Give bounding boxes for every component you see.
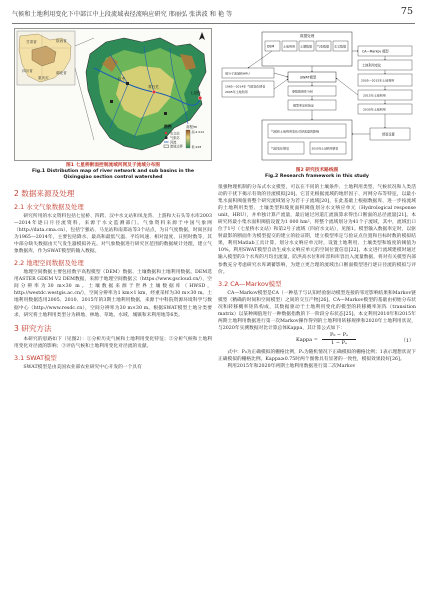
figure-1-caption xyxy=(14,163,212,182)
box-label: 土地利用 xyxy=(283,44,296,49)
map-label: 七星桥 xyxy=(190,91,201,95)
equation-number: （1） xyxy=(400,337,414,344)
paragraph: 很强物理机制的分布式水文模型，可以在不同的土壤条件、土地利用类型、气候状况和人类活动的干扰下揭示有效的径流模拟[20]。它首先根据流域的地形因子、河网分布等特征，以最小集水面积阈值将整个研究流域划分为若干子流域[20]，在此基础上根据数据库，进一步按流域的土地利用类型、土壤类型和坡度面积阈值划分水文响应单元（Hydrological response unit，HRU），并单独计算产流量，最后通过河道汇流演算求得出口断面的总径流量[21]。本研究将最小集水面积阈值设置为1 000 hm²，将整个流域划分为41个子流域，其中，流域出口位于1号（七星桥水文站）和第2号子流域（四府水文站），见图1。模型输入数据率定时，以驱射最影的断面作为模型提交的建立的验证期，建立模型率定与验证点位置和目标时数的模拟结果，利用Matlab工具计算，划分水文响应单元时，设置土地利用、土壤类型和坡度的阈值为10%，利用SWAT模型自动生成水文响应单元的空间位置信息[22]。本文进行流域建模时通过输入模型的3个水库的月均出流量，防洪高水位和库容和库容出入流量数据，将对有关模型内部参数充分考虑研究水库调蓄影响，为建立更合理的流域出口断面模型进行逐日径流的模拟与评价。 xyxy=(218,185,416,275)
right-column xyxy=(218,28,416,370)
running-title: 气候和土地利用变化下中部江中上段流域表径流响应研究 邢丽弘 张洪波 和 艳 等 xyxy=(12,11,233,18)
caption-en-line2: Qixingqiao section control watershed xyxy=(63,175,163,181)
box-label: 土壤数据 xyxy=(300,44,313,49)
header-rule xyxy=(12,23,415,24)
box-label: 2015年土地利用 xyxy=(363,93,386,98)
box-label: 水文数据 xyxy=(334,44,347,49)
meteo-station-marker xyxy=(126,82,129,85)
box-label: 模型率定和验证 xyxy=(293,103,315,108)
region-label: 陕西省 xyxy=(56,39,67,43)
subsection-heading: 3.1 SWAT模型 xyxy=(14,353,57,362)
legend-item: 水文站 xyxy=(170,131,180,136)
kappa-formula xyxy=(218,332,416,349)
section-heading: 2 数据来源及处理 xyxy=(14,189,75,198)
box-label: 2030年土地利用情景 xyxy=(311,146,339,151)
subsection-heading: 2.2 地理空间数据及处理 xyxy=(14,259,84,268)
paragraph: 本研究的思路如下（见图2）：①分析历史气候和土地利用变化特征；②分析气候和土地利用变化对径流的影响；③评估气候和土地利用变化对径流的贡献。 xyxy=(14,336,212,349)
legend-item: 气象站 xyxy=(170,136,180,140)
meteo-station-marker xyxy=(110,100,113,103)
map-label: 青石关 xyxy=(148,85,159,89)
box-label: 2005—2015年土地利用 xyxy=(361,78,395,83)
formula-lhs: Kappa = xyxy=(296,336,318,343)
left-column xyxy=(14,28,212,371)
box-label: 划分子流域和HRU xyxy=(225,71,250,76)
formula-fraction xyxy=(322,332,356,347)
subsection-heading: 3.2 CA—Markov模型 xyxy=(218,279,282,288)
paragraph: SWAT模型是由美国农业部农业研究中心开发的一个具有 xyxy=(23,364,142,370)
box-label: 1965—2014年 气候变化情景 xyxy=(225,84,266,89)
paragraph: 地理空间数据主要包括数字高程模型（DEM）数据、土壤数据和土地利用数据。DEM选用ASTER GDEM V2 DEM数据，来源于地理空间数据云（https://www.gscloud.cn/），空间分辨率为30 m×30 m。土壤数据来源于世界土壤数据库（HWSD，http://westdc.westgis.ac.cn/），空间分辨率为1 km×1 km，经重采样为30 m×30 m。土地利用数据选用2005、2010、2015年的3期土地利用数据，来源于中科院资源环境科学与数据中心（http://www.resdc.cn），空间分辨率为30 m×30 m。根据SWAT模型土地分类要求，研究将土地利用类型分为耕地、林地、草地、水域、城镇和未利用地等6类。 xyxy=(14,270,212,318)
flow-arrow xyxy=(248,51,272,68)
paragraph: 利用2015年和2020年两期土地利用数据进行第二次Markov xyxy=(227,363,356,369)
region-label: 湖北省 xyxy=(56,71,67,75)
figure-1 xyxy=(14,28,212,184)
caption-en-line1: Fig.1 Distribution map of river network and sub basins in the xyxy=(31,169,195,175)
figure-1-map xyxy=(14,28,212,161)
box-label: 2030年土地利用 xyxy=(363,107,386,112)
legend-item: 高程/m xyxy=(186,125,198,129)
legend-hydro-icon xyxy=(165,132,168,135)
region-label: 四川省 xyxy=(22,69,33,73)
region-label: 甘肃省 xyxy=(26,40,37,44)
elevation-high-label: 高:4 012 xyxy=(191,130,205,134)
box-label: 参数敏感性分析 xyxy=(292,89,314,94)
legend-title: 图例 xyxy=(164,124,172,129)
box-label: 数据处理 xyxy=(300,34,315,38)
subsection-heading: 2.1 水文气象数据及处理 xyxy=(14,203,84,211)
figure-2-flowchart xyxy=(218,28,416,168)
flow-arrow xyxy=(336,78,358,95)
paragraph: 研究所用的水文资料包括七星桥、四跨、汉中水文站和凤龙湾、上游和大石头等水库2003—2014年逐日月径流资料，来源于水文监测部门。气象资料来源于中国气象网（http://data.cma.cn），包括宁强站、马龙站和南郑站等3个站点，为日气度数据，时间区间为1965—2014年，主要包括降水、最高和最低气温、平均风速、相对湿度、日照时数等，其中部分缺失数据由天气发生器模拟补充。对气象数据进行研究区范围的数据统计处理，建立气象数据库，作为SWAT模型的输入数据。 xyxy=(14,214,212,255)
elevation-colorbar xyxy=(186,130,190,148)
figure-2 xyxy=(218,28,416,184)
map-label: 汉中 xyxy=(118,77,126,81)
box-label: DEM xyxy=(267,44,275,49)
legend-item: 河流 xyxy=(170,140,177,145)
flow-arrow xyxy=(274,79,288,89)
box-label: SWAT模型 xyxy=(300,75,317,80)
hydro-station-marker xyxy=(152,90,156,94)
hydro-station-marker xyxy=(198,96,202,100)
figure-2-caption xyxy=(218,168,416,180)
box-label: CA—Markov 模型 xyxy=(362,49,389,54)
region-label: 重庆市 xyxy=(38,76,49,80)
caption-en: Fig.2 Research framework in this study xyxy=(265,174,369,180)
formula-numerator: P₀ − Pₑ xyxy=(322,332,356,340)
formula-denominator: 1 − Pₑ xyxy=(331,339,347,346)
legend-item: 流域边界 xyxy=(170,144,183,149)
box-label: 土地利用变化 xyxy=(362,63,382,68)
paragraph: CA—Markov模型是CA（一种基于与认知经验驱动模型连接的邻近影响结果和Markov链模型（精确的时间和空间模型）之间的交互产物[26]。CA—Markov模型的基础由初始分布状况和转移概率矩阵构成，其数据驱动于土地利用变化的模型的转移概率矩阵（transition matrix）以某种阈值进行一种数据指数的下一阶段分布状态[25]。本文利用2010年和2015年两期土地利用数据进行第一次Markov操作得到的土地利用转移规律和2020年土地利用状况，与2020年实测数据对比计算总体Kappa，其计算公式如下： xyxy=(218,290,416,331)
box-label: 气候变化情景 xyxy=(271,146,290,151)
legend-meteo-icon xyxy=(165,137,167,139)
page-number: 75 xyxy=(400,6,413,17)
caption-cn: 图1 七星桥断面控制流域河网及子流域分布图 xyxy=(66,163,160,168)
box-label: 情景设置 xyxy=(382,132,395,137)
box-label: 2005年土地利用 xyxy=(225,90,248,94)
box-label: 气候和土地利用变化对径流量的影响 xyxy=(271,129,320,134)
elevation-low-label: 低:228 xyxy=(191,145,202,149)
meteo-station-marker xyxy=(164,112,167,115)
flow-arrow xyxy=(274,73,288,77)
running-header xyxy=(12,6,415,21)
paragraph: 式中：P₀为正确模拟的栅格比例，Pₑ为随机情况下正确模拟的栅格比例；1表示理想状况下正确模拟的栅格比例。Kappa≥0.75时两个图像具有显著的一致性，模拟效果较好[26]。 xyxy=(218,349,416,362)
caption-cn: 图2 研究技术路线图 xyxy=(295,168,339,173)
section-heading: 3 研究方法 xyxy=(14,323,52,333)
climate-years-box xyxy=(222,81,274,97)
box-label: 气象数据 xyxy=(317,44,330,49)
